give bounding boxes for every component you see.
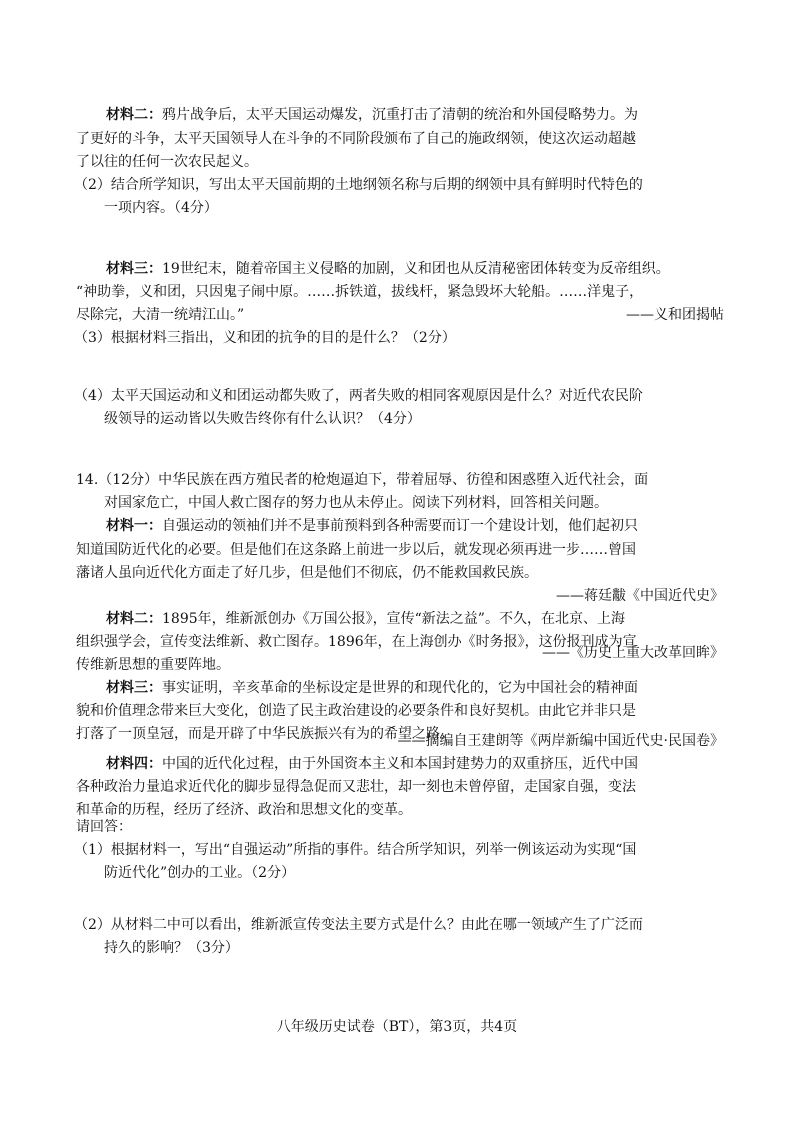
page-footer: 八年级历史试卷（BT），第3页，共4页 (276, 1019, 518, 1035)
question-line: （2）结合所学知识，写出太平天国前期的土地纲领名称与后期的纲领中具有鲜明时代特色的 (74, 177, 643, 193)
question-line: （1）根据材料一，写出“自强运动”所指的事件。结合所学知识，列举一例该运动为实现“国 (74, 842, 637, 858)
material-source: ——蒋廷黻《中国近代史》 (556, 588, 724, 604)
material-label: 材料二： (106, 107, 162, 123)
material-label: 材料二： (106, 611, 162, 627)
material-line: 材料二：鸦片战争后，太平天国运动爆发，沉重打击了清朝的统治和外国侵略势力。为 (106, 107, 638, 123)
question-line: 防近代化”创办的工业。（2分） (104, 865, 296, 881)
material-label: 材料三： (106, 261, 162, 277)
question-line: 持久的影响？（3分） (104, 940, 239, 956)
material-line: 了以往的任何一次农民起义。 (76, 154, 258, 170)
material-source: ——义和团揭帖 (626, 307, 724, 323)
material-line: 组织强学会，宣传变法维新、救亡图存。1896年，在上海创办《时务报》，这份报刊成为宣 (76, 634, 637, 650)
material-line: “神助拳，义和团，只因鬼子闹中原。……拆铁道，拔线杆，紧急毁坏大轮船。……洋鬼子， (76, 284, 644, 300)
material-label: 材料三： (106, 680, 162, 696)
material-line: 和革命的历程，经历了经济、政治和思想文化的变革。 (76, 802, 412, 818)
material-line: 材料一：自强运动的领袖们并不是事前预料到各种需要而订一个建设计划，他们起初只 (106, 518, 638, 534)
material-line: 各种政治力量追求近代化的脚步显得急促而又悲壮，却一刻也未曾停留，走国家自强，变法 (76, 779, 636, 795)
q13-question-3: （3）根据材料三指出，义和团的抗争的目的是什么？（2分） (74, 330, 456, 346)
material-line: 尽除完，大清一统靖江山。” (76, 307, 245, 323)
material-line: 材料三：19世纪末，随着帝国主义侵略的加剧，义和团也从反清秘密团体转变为反帝组织。 (106, 261, 670, 277)
question-line: 一项内容。（4分） (104, 200, 218, 216)
material-line: 貌和价值理念带来巨大变化，创造了民主政治建设的必要条件和良好契机。由此它并非只是 (76, 703, 636, 719)
material-line: 材料二：1895年，维新派创办《万国公报》，宣传“新法之益”。不久，在北京、上海 (106, 611, 625, 627)
material-line: 材料四：中国的近代化过程，由于外国资本主义和本国封建势力的双重挤压，近代中国 (106, 756, 638, 772)
material-line: 了更好的斗争，太平天国领导人在斗争的不同阶段颁布了自己的施政纲领，使这次运动超越 (76, 131, 636, 147)
material-line: 材料三：事实证明，辛亥革命的坐标设定是世界的和现代化的，它为中国社会的精神面 (106, 680, 638, 696)
material-source: ——《历史上重大改革回眸》 (542, 645, 724, 661)
material-source: ——摘编自王建朗等《两岸新编中国近代史·民国卷》 (397, 733, 724, 749)
question-line: （2）从材料二中可以看出，维新派宣传变法主要方式是什么？由此在哪一领域产生了广泛而 (74, 917, 643, 933)
material-line: 知道国防近代化的必要。但是他们在这条路上前进一步以后，就发现必须再进一步……曾国 (76, 542, 636, 558)
material-line: 打落了一顶皇冠，而是开辟了中华民族振兴有为的希望之路。 (76, 726, 454, 742)
question-line: 级领导的运动皆以失败告终你有什么认识？（4分） (104, 411, 421, 427)
question-line: （4）太平天国运动和义和团运动都失败了，两者失败的相同客观原因是什么？对近代农民阶 (74, 388, 643, 404)
answer-prompt: 请回答： (76, 819, 132, 835)
material-line: 传维新思想的重要阵地。 (76, 657, 230, 673)
material-label: 材料一： (106, 518, 162, 534)
question-line: 对国家危亡，中国人救亡图存的努力也从未停止。阅读下列材料，回答相关问题。 (104, 495, 608, 511)
material-label: 材料四： (106, 756, 162, 772)
material-line: 藩诸人虽向近代化方面走了好几步，但是他们不彻底，仍不能救国救民族。 (76, 565, 538, 581)
question-line: 14.（12分）中华民族在西方殖民者的枪炮逼迫下，带着屈辱、彷徨和困惑堕入近代社会，面 (76, 472, 649, 488)
